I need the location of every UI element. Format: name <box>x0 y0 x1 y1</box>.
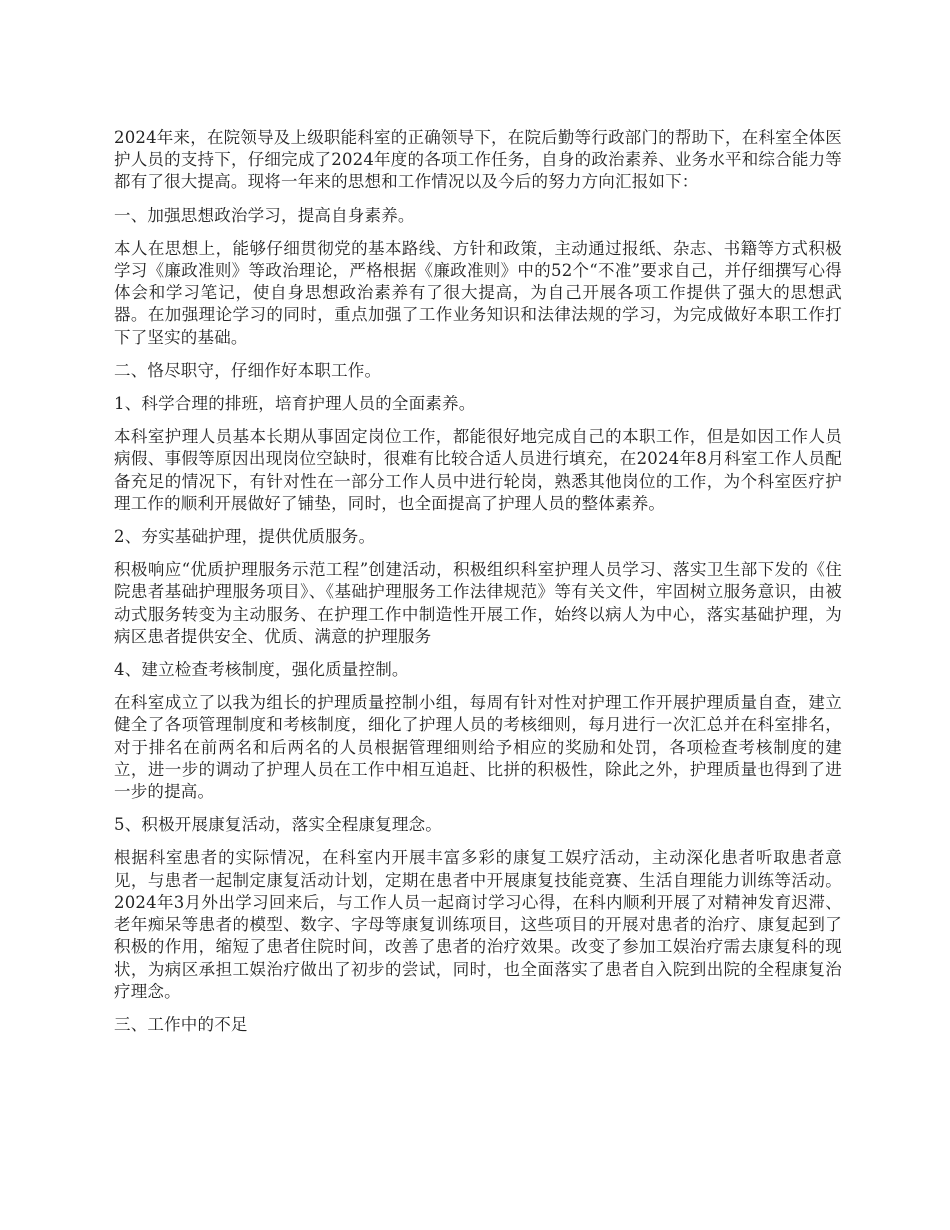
subsection-heading-2: 2、夯实基础护理，提供优质服务。 <box>114 527 376 547</box>
intro-paragraph: 2024年来，在院领导及上级职能科室的正确领导下，在院后勤等行政部门的帮助下，在科室全体医护人员的支持下，仔细完成了2024年度的各项工作任务，自身的政治素养、业务水平和综合能力等都有了很大提高。现将一年来的思想和工作情况以及今后的努力方向汇报如下： <box>114 128 842 192</box>
section-heading-1: 一、加强思想政治学习，提高自身素养。 <box>114 205 415 225</box>
subsection-heading-1: 1、科学合理的排班，培育护理人员的全面素养。 <box>114 394 476 414</box>
subsection-heading-5: 5、积极开展康复活动，落实全程康复理念。 <box>114 815 442 835</box>
subsection-heading-4: 4、建立检查考核制度，强化质量控制。 <box>114 660 409 680</box>
subsection-5-paragraph: 根据科室患者的实际情况，在科室内开展丰富多彩的康复工娱疗活动，主动深化患者听取患者意见，与患者一起制定康复活动计划，定期在患者中开展康复技能竞赛、生活自理能力训练等活动。2024年3月外出学习回来后，与工作人员一起商讨学习心得，在科内顺利开展了对精神发育迟滞、老年痴呆等患者的模型、数字、字母等康复训练项目，这些项目的开展对患者的治疗、康复起到了积极的作用，缩短了患者住院时间，改善了患者的治疗效果。改变了参加工娱治疗需去康复科的现状，为病区承担工娱治疗做出了初步的尝试，同时，也全面落实了患者自入院到出院的全程康复治疗理念。 <box>114 848 842 1001</box>
section-heading-3: 三、工作中的不足 <box>114 1014 248 1034</box>
subsection-1-paragraph: 本科室护理人员基本长期从事固定岗位工作，都能很好地完成自己的本职工作，但是如因工作人员病假、事假等原因出现岗位空缺时，很难有比较合适人员进行填充，在2024年8月科室工作人员配备充足的情况下，有针对性在一部分工作人员中进行轮岗，熟悉其他岗位的工作，为个科室医疗护理工作的顺利开展做好了铺垫，同时，也全面提高了护理人员的整体素养。 <box>114 427 842 513</box>
subsection-2-paragraph: 积极响应“优质护理服务示范工程”创建活动，积极组织科室护理人员学习、落实卫生部下发的《住院患者基础护理服务项目》、《基础护理服务工作法律规范》等有关文件，牢固树立服务意识，由被动式服务转变为主动服务、在护理工作中制造性开展工作，始终以病人为中心，落实基础护理，为病区患者提供安全、优质、满意的护理服务 <box>114 560 842 646</box>
section-1-paragraph: 本人在思想上，能够仔细贯彻党的基本路线、方针和政策，主动通过报纸、杂志、书籍等方式积极学习《廉政准则》等政治理论，严格根据《廉政准则》中的52个“不准”要求自己，并仔细撰写心得体会和学习笔记，使自身思想政治素养有了很大提高，为自己开展各项工作提供了强大的思想武器。在加强理论学习的同时，重点加强了工作业务知识和法律法规的学习，为完成做好本职工作打下了坚实的基础。 <box>114 238 842 347</box>
section-heading-2: 二、恪尽职守，仔细作好本职工作。 <box>114 360 382 380</box>
document-page <box>114 127 842 1047</box>
subsection-4-paragraph: 在科室成立了以我为组长的护理质量控制小组，每周有针对性对护理工作开展护理质量自查，建立健全了各项管理制度和考核制度，细化了护理人员的考核细则，每月进行一次汇总并在科室排名，对于排名在前两名和后两名的人员根据管理细则给予相应的奖励和处罚，各项检查考核制度的建立，进一步的调动了护理人员在工作中相互追赶、比拼的积极性，除此之外，护理质量也得到了进一步的提高。 <box>114 693 842 802</box>
